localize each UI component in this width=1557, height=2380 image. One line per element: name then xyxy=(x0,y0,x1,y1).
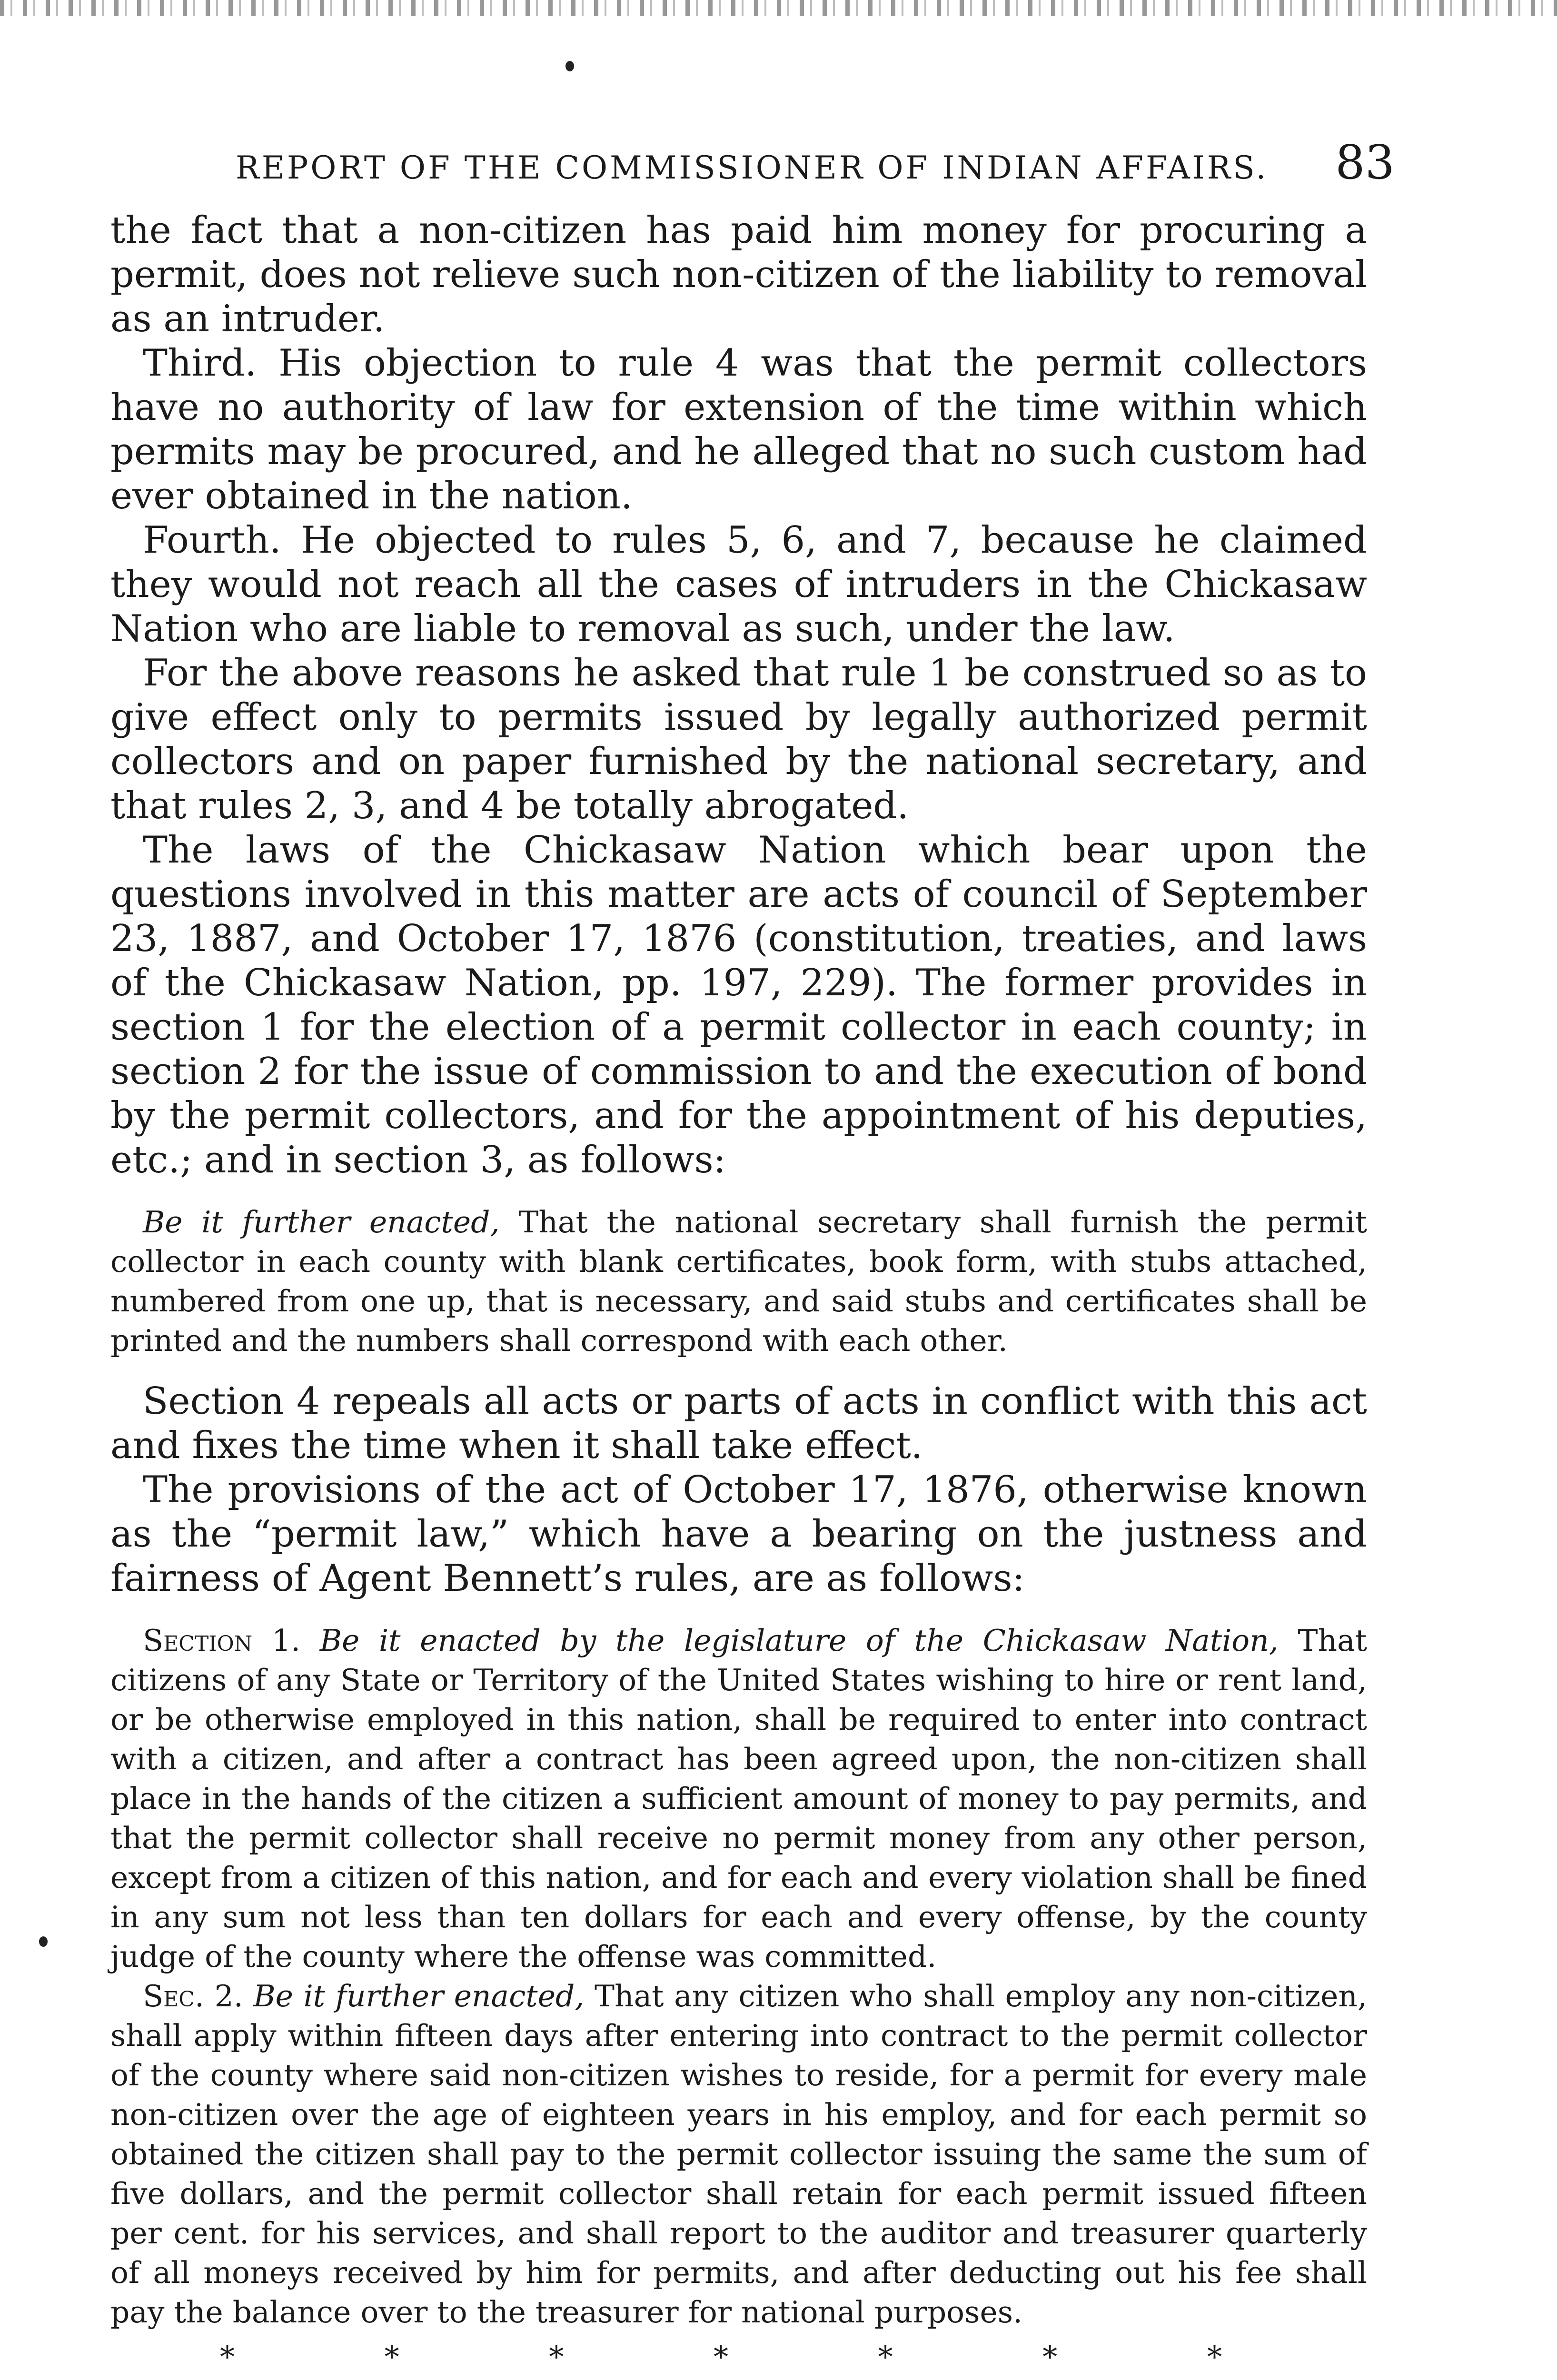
paragraph: the fact that a non-citizen has paid him money for procuring a permit, does not relieve such non-citizen of the liability to removal as an intruder. xyxy=(110,209,1367,340)
page-body xyxy=(110,208,1367,2379)
ink-speck xyxy=(565,61,574,71)
running-title: REPORT OF THE COMMISSIONER OF INDIAN AFFAIRS. xyxy=(236,149,1269,186)
quote-lead: Be it further enacted, xyxy=(143,1205,500,1240)
page-number: 83 xyxy=(1335,136,1395,190)
star: * xyxy=(878,2340,893,2374)
block-quote-section-1 xyxy=(110,1621,1367,1976)
quote-text: That the national secretary shall furnish the permit collector in each county with blank certificates, book form, with stubs attached, numbered from one up, that is necessary, and said stubs and certificates shall be printed and the numbers shall correspond with each other. xyxy=(110,1205,1367,1358)
paragraph: For the above reasons he asked that rule 1 be construed so as to give effect only to permits issued by legally authorized permit collectors and on paper furnished by the national secretary, and that rules 2, 3, and 4 be totally abrogated. xyxy=(110,652,1367,827)
paragraph: Section 4 repeals all acts or parts of acts in conflict with this act and fixes the time when it shall take effect. xyxy=(110,1380,1367,1467)
block-quote-section-2 xyxy=(110,1976,1367,2332)
running-header xyxy=(236,136,1395,190)
paragraph: Fourth. He objected to rules 5, 6, and 7, because he claimed they would not reach all the cases of intruders in the Chickasaw Nation who are liable to removal as such, under the law. xyxy=(110,519,1367,650)
star: * xyxy=(1042,2340,1058,2374)
star: * xyxy=(549,2340,564,2374)
quote-lead: Be it further enacted, xyxy=(253,1979,585,2013)
quote-text: That any citizen who shall employ any non-citizen, shall apply within fifteen days after entering into contract to the permit collector of the county where said non-citizen wishes to reside, for a permit for every male non-citizen over the age of eighteen years in his employ, and for each permit so obtained the citizen shall pay to the permit collector issuing the same the sum of five dollars, and the permit collector shall retain for each permit issued fifteen per cent. for his services, and shall report to the auditor and treasurer quarterly of all moneys received by him for permits, and after deducting out his fee shall pay the balance over to the treasurer for national purposes. xyxy=(110,1979,1368,2330)
ink-speck xyxy=(39,1936,48,1947)
quote-text: That citizens of any State or Territory of the United States wishing to hire or rent land, or be otherwise employed in this nation, shall be required to enter into contract with a citizen, and after a contract has been agreed upon, the non-citizen shall place in the hands of the citizen a sufficient amount of money to pay permits, and that the permit collector shall receive no permit money from any other person, except from a citizen of this nation, and for each and every violation shall be fined in any sum not less than ten dollars for each and every offense, by the county judge of the county where the offense was committed. xyxy=(110,1623,1368,1974)
ellipsis-stars xyxy=(110,2335,1367,2379)
paragraph: The provisions of the act of October 17, 1876, otherwise known as the “permit law,” which have a bearing on the justness and fairness of Agent Bennett’s rules, are as follows: xyxy=(110,1468,1367,1600)
section-label: Section 1. xyxy=(143,1623,301,1658)
star: * xyxy=(384,2340,399,2374)
section-label: Sec. 2. xyxy=(143,1979,243,2013)
block-quote-section-3 xyxy=(110,1202,1367,1360)
star: * xyxy=(713,2340,728,2374)
paragraph: Third. His objection to rule 4 was that the permit collectors have no authority of law for extension of the time within which permits may be procured, and he alleged that no such custom had ever obtained in the nation. xyxy=(110,342,1367,517)
star: * xyxy=(1207,2340,1222,2374)
star: * xyxy=(220,2340,235,2374)
scan-top-edge xyxy=(0,0,1557,16)
quote-lead: Be it enacted by the legislature of the Chickasaw Nation, xyxy=(319,1623,1279,1658)
paragraph: The laws of the Chickasaw Nation which bear upon the questions involved in this matter are acts of council of September 23, 1887, and October 17, 1876 (constitution, treaties, and laws of the Chickasaw Nation, pp. 197, 229). The former provides in section 1 for the election of a permit collector in each county; in section 2 for the issue of commission to and the execution of bond by the permit collectors, and for the appointment of his deputies, etc.; and in section 3, as follows: xyxy=(110,829,1367,1181)
